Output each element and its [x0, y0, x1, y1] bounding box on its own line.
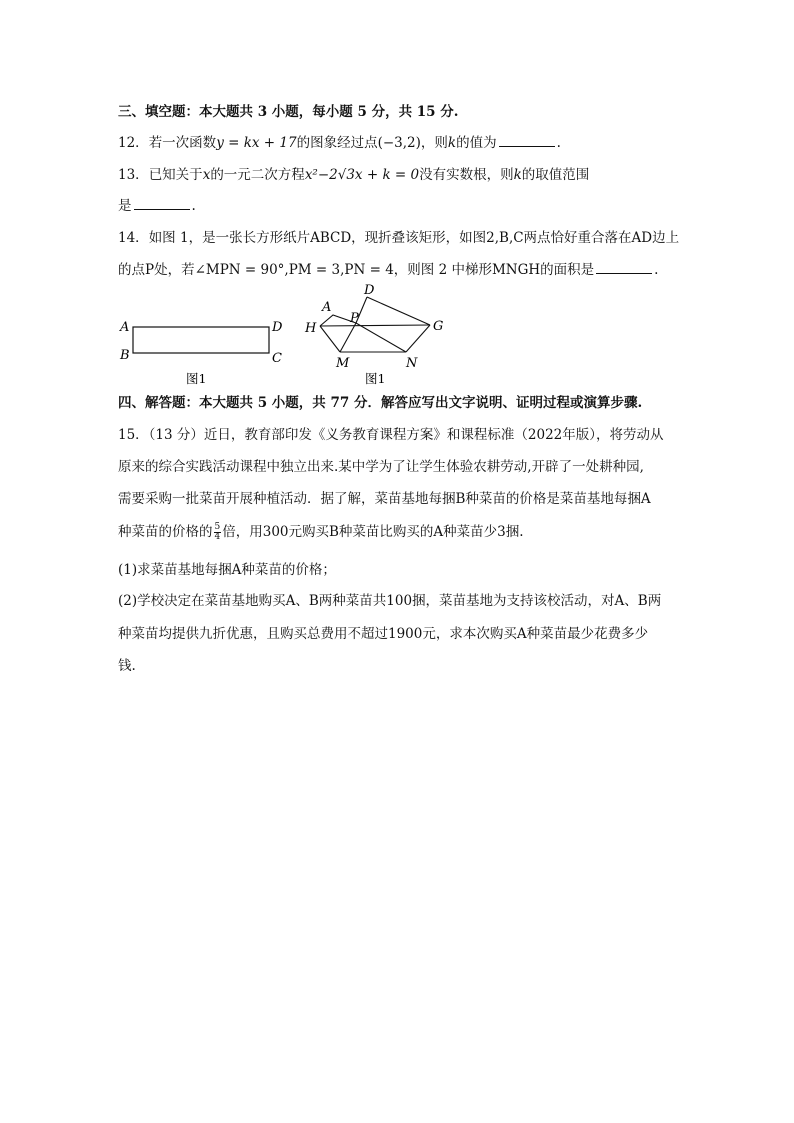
- fig2-label-a: A: [322, 300, 332, 315]
- q15-sub2-line2: 种菜苗均提供九折优惠，且购买总费用不超过1900元，求本次购买A种菜苗最少花费多少: [118, 626, 649, 642]
- q13-text-c: 没有实数根，则: [419, 167, 514, 183]
- q12-point: (−3,2): [377, 135, 421, 151]
- q15-line4-a: 种菜苗的价格的: [118, 524, 213, 540]
- q13-end: .: [191, 198, 196, 214]
- q14-line1: 如图 1，是一张长方形纸片ABCD，现折叠该矩形，如图2,B,C两点恰好重合落在AD边上: [148, 230, 680, 246]
- edge-h-m: [320, 326, 340, 352]
- fig1-label-c: C: [272, 351, 282, 366]
- q13-text-b: 的一元二次方程: [210, 167, 305, 183]
- q13-var-k: k: [513, 167, 522, 183]
- fig1-label-d: D: [272, 320, 283, 335]
- fig2-label-p: P: [350, 311, 359, 326]
- fraction-numerator: 5: [214, 522, 221, 532]
- edge-p-m: [340, 323, 356, 352]
- section-4-heading: 四、解答题：本大题共 5 小题，共 77 分．解答应写出文字说明、证明过程或演算步骤.: [118, 395, 643, 411]
- q12-number: 12．: [118, 135, 149, 151]
- q15-sub2-line1: (2)学校决定在菜苗基地购买A、B两种菜苗共100捆，菜苗基地为支持该校活动，对A、B两: [118, 593, 662, 609]
- q12-end: .: [556, 135, 561, 151]
- edge-p-n: [356, 323, 406, 352]
- question-12: [118, 134, 688, 152]
- question-13: [118, 166, 688, 184]
- fig2-caption: 图1: [365, 371, 386, 386]
- fig1-caption: 图1: [186, 371, 207, 386]
- figure-1: [110, 310, 300, 390]
- q12-text-d: 的值为: [456, 135, 497, 151]
- q13-text-d: 的取值范围: [521, 167, 590, 183]
- fig2-label-m: M: [336, 356, 350, 371]
- q13-equation: x²−2√3x + k = 0: [304, 167, 420, 183]
- fig1-label-b: B: [120, 348, 130, 363]
- fig2-label-h: H: [305, 321, 317, 336]
- fraction-five-fourths: [214, 523, 222, 542]
- question-14: [118, 229, 688, 247]
- q12-text-a: 若一次函数: [148, 135, 217, 151]
- fig2-label-g: G: [433, 319, 444, 334]
- q12-formula: y = kx + 17: [216, 135, 297, 151]
- q15-sub1: (1)求菜苗基地每捆A种菜苗的价格；: [118, 562, 336, 578]
- rectangle-abcd: [133, 327, 269, 353]
- q12-text-c: ，则: [420, 135, 448, 151]
- q13-var-x: x: [202, 167, 211, 183]
- q14-end: .: [654, 262, 659, 278]
- q13-text-a: 已知关于: [148, 167, 203, 183]
- q12-var: k: [447, 135, 457, 151]
- q14-answer-blank: [596, 261, 652, 274]
- q15-line2: 原来的综合实践活动课程中独立出来.某中学为了让学生体验农耕劳动,开辟了一处耕种园,: [118, 459, 644, 475]
- fig2-label-d: D: [364, 283, 375, 298]
- q13-answer-blank: [134, 197, 190, 210]
- edge-h-g: [320, 325, 430, 326]
- q13-line2: 是: [118, 198, 132, 214]
- question-14-line2: [118, 261, 688, 279]
- q12-answer-blank: [499, 134, 555, 147]
- edge-d-g: [367, 297, 430, 325]
- section-3-heading: 三、填空题：本大题共 3 小题，每小题 5 分，共 15 分.: [118, 104, 459, 120]
- fig2-label-n: N: [406, 356, 418, 371]
- fig1-label-a: A: [120, 320, 130, 335]
- edge-n-g: [406, 325, 430, 352]
- fraction-denominator: 4: [214, 532, 221, 542]
- q12-text-b: 的图象经过点: [296, 135, 378, 151]
- figure-2: [300, 280, 460, 392]
- question-13-line2: [118, 197, 688, 215]
- q15-line4-b: 倍，用300元购买B种菜苗比购买的A种菜苗少3捆.: [222, 524, 524, 540]
- q13-number: 13．: [118, 167, 149, 183]
- q15-line3: 需要采购一批菜苗开展种植活动．据了解，菜苗基地每捆B种菜苗的价格是菜苗基地每捆A: [118, 491, 651, 507]
- q14-line2: 的点P处，若∠MPN = 90°,PM = 3,PN = 4，则图 2 中梯形MNGH的面积是: [118, 262, 595, 278]
- q14-number: 14．: [118, 230, 149, 246]
- q15-line1: 15．（13 分）近日，教育部印发《义务教育课程方案》和课程标准（2022年版），将劳动从: [118, 427, 664, 443]
- q15-line4: [118, 523, 688, 542]
- q15-sub2-line3: 钱.: [118, 658, 136, 674]
